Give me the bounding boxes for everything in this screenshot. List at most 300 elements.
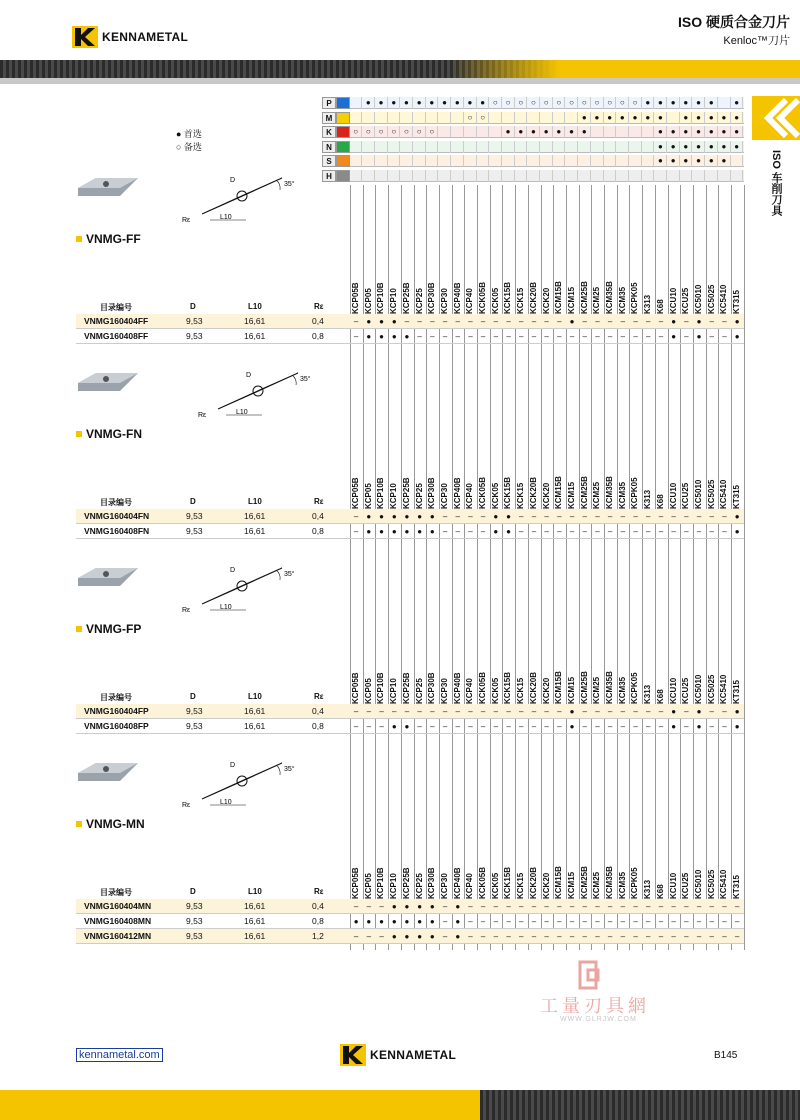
col-header-l10: L10 xyxy=(248,692,262,701)
material-cell: ○ xyxy=(350,126,362,138)
material-cell xyxy=(604,155,616,167)
material-cell xyxy=(591,126,603,138)
grade-cell: ● xyxy=(391,527,397,536)
grade-cell: ● xyxy=(404,722,410,731)
material-cell: ○ xyxy=(477,112,489,124)
material-cell: ● xyxy=(477,97,489,109)
grade-label: KCP25 xyxy=(414,678,424,704)
grade-cell: – xyxy=(442,707,448,716)
grade-cells xyxy=(350,314,744,329)
material-row-p xyxy=(322,97,744,109)
grade-label: K68 xyxy=(655,494,665,509)
material-cell xyxy=(439,112,451,124)
grade-cell: ● xyxy=(404,917,410,926)
grade-label: KCP30B xyxy=(427,477,437,509)
material-cell xyxy=(629,170,641,182)
dimension-l10: 16,61 xyxy=(244,526,266,536)
grade-label: KCM15B xyxy=(554,281,564,314)
material-cell xyxy=(388,155,400,167)
grade-cell: – xyxy=(506,932,511,941)
grade-cell: ● xyxy=(417,917,423,926)
material-cells xyxy=(350,97,744,109)
material-cell xyxy=(731,170,743,182)
grade-cell: – xyxy=(353,317,359,326)
grade-cell: ● xyxy=(493,512,499,521)
material-cell xyxy=(541,170,553,182)
material-cell xyxy=(604,170,616,182)
material-cell xyxy=(477,126,489,138)
section-title xyxy=(76,817,145,831)
grade-cell: ● xyxy=(404,902,410,911)
grade-cell: – xyxy=(633,917,638,926)
grade-label: KCM25B xyxy=(579,476,589,509)
grade-label: KCP25 xyxy=(414,288,424,314)
grade-label: KCK05 xyxy=(490,872,500,899)
grade-cell: – xyxy=(480,722,486,731)
material-cell xyxy=(515,141,527,153)
table-row xyxy=(76,509,744,524)
material-cell: ● xyxy=(680,141,692,153)
grade-cell: ● xyxy=(391,902,397,911)
material-cell xyxy=(363,141,375,153)
grade-cell: – xyxy=(595,917,600,926)
col-header-d: D xyxy=(190,692,196,701)
grade-cell: ● xyxy=(391,932,397,941)
material-cell: ● xyxy=(731,126,743,138)
material-cell: ● xyxy=(706,155,718,167)
grade-label: KCK15 xyxy=(516,872,526,899)
insert-diagram-icon xyxy=(180,560,300,614)
grade-cell: – xyxy=(353,332,359,341)
material-cell: ● xyxy=(706,141,718,153)
grade-cell: – xyxy=(684,707,689,716)
grade-label: KCM15B xyxy=(554,866,564,899)
dimension-d: 9,53 xyxy=(186,316,203,326)
material-cell: ● xyxy=(731,112,743,124)
grade-cell: – xyxy=(379,902,384,911)
grade-cell: – xyxy=(468,722,473,731)
grade-label: KC5025 xyxy=(706,674,716,704)
insert-photo-icon xyxy=(76,759,140,785)
grade-label: KCU25 xyxy=(681,872,691,899)
material-cell xyxy=(350,170,362,182)
website-link[interactable]: kennametal.com xyxy=(76,1048,163,1062)
grade-cell: – xyxy=(734,917,740,926)
grade-cell: – xyxy=(607,317,613,326)
kennametal-logo xyxy=(72,26,188,48)
grade-cell: – xyxy=(493,317,499,326)
header-stripe-accent xyxy=(0,60,800,78)
grade-cell: – xyxy=(404,707,410,716)
material-cell: ● xyxy=(375,97,387,109)
grade-cell: – xyxy=(595,332,600,341)
grade-label: KT315 xyxy=(732,289,741,314)
grade-label: KCK15 xyxy=(516,287,526,314)
material-cell xyxy=(464,170,476,182)
grade-cell: – xyxy=(506,317,511,326)
grade-cell: – xyxy=(493,332,499,341)
material-cell: ● xyxy=(693,155,705,167)
grade-label: KC5410 xyxy=(719,674,729,704)
grade-cell: – xyxy=(442,332,448,341)
grade-cell: – xyxy=(455,317,460,326)
material-cell: ● xyxy=(363,97,375,109)
title-square-icon xyxy=(76,236,82,242)
grade-cell: – xyxy=(531,317,537,326)
grade-cell: – xyxy=(544,902,549,911)
material-cell xyxy=(401,141,413,153)
material-row-m xyxy=(322,112,744,124)
grade-label: KC5025 xyxy=(706,869,716,899)
grade-label: KCK15B xyxy=(503,671,513,704)
grade-cell: ● xyxy=(379,917,384,926)
material-cell: ○ xyxy=(617,97,629,109)
grade-label: K313 xyxy=(643,879,653,899)
svg-text:L10: L10 xyxy=(220,604,232,611)
grade-cell: – xyxy=(519,527,524,536)
material-cell: ● xyxy=(731,141,743,153)
grade-label: KCU10 xyxy=(668,677,678,704)
grade-cell: – xyxy=(696,917,702,926)
material-cell xyxy=(693,170,705,182)
grade-label: KCM15 xyxy=(566,871,576,899)
material-cell xyxy=(502,112,514,124)
grade-label: KCM25B xyxy=(579,671,589,704)
grade-cell: – xyxy=(493,722,499,731)
grade-cell: – xyxy=(620,932,626,941)
grade-cell: – xyxy=(684,527,689,536)
grade-cell: – xyxy=(519,332,524,341)
grade-cell: – xyxy=(468,917,473,926)
material-cell xyxy=(375,170,387,182)
grade-cell: – xyxy=(468,932,473,941)
grade-cell: – xyxy=(582,932,587,941)
grade-label: KCM15 xyxy=(566,286,576,314)
grade-cell: – xyxy=(607,707,613,716)
brand-text: KENNAMETAL xyxy=(102,30,189,44)
brand-text-footer: KENNAMETAL xyxy=(370,1048,457,1062)
material-cell xyxy=(541,155,553,167)
grade-cell: – xyxy=(607,512,613,521)
col-header-d: D xyxy=(190,887,196,896)
material-cells xyxy=(350,155,744,167)
material-cell xyxy=(490,112,502,124)
svg-text:Rε: Rε xyxy=(182,607,191,614)
svg-text:D: D xyxy=(246,372,252,379)
material-cell: ● xyxy=(541,126,553,138)
grade-cell: – xyxy=(646,917,651,926)
material-cell xyxy=(528,112,540,124)
grade-label: KCP10 xyxy=(389,288,399,314)
grade-cell: – xyxy=(468,317,473,326)
grade-cells xyxy=(350,719,744,734)
grade-cell: – xyxy=(595,722,600,731)
dimension-l10: 16,61 xyxy=(244,706,266,716)
grade-cell: – xyxy=(684,317,689,326)
grade-cell: ● xyxy=(506,512,511,521)
grade-cell: ● xyxy=(696,332,702,341)
grade-cell: – xyxy=(455,527,460,536)
grade-cell: ● xyxy=(429,527,435,536)
table-row xyxy=(76,329,744,344)
material-cell xyxy=(350,155,362,167)
grade-label: KT315 xyxy=(732,484,741,509)
grade-cell: – xyxy=(671,527,676,536)
grade-cell: – xyxy=(582,707,587,716)
grade-label: KCP05 xyxy=(363,288,373,314)
grade-cell: ● xyxy=(366,917,372,926)
material-cell: ● xyxy=(693,141,705,153)
grade-cell: – xyxy=(455,707,460,716)
grade-cell: – xyxy=(582,512,587,521)
material-color-swatch xyxy=(336,155,350,167)
table-row xyxy=(76,914,744,929)
grade-cell: – xyxy=(595,902,600,911)
grade-cell: ● xyxy=(429,902,435,911)
catalog-number: VNMG160408FP xyxy=(84,721,149,731)
grade-label: KCP30 xyxy=(439,288,449,314)
material-cell: ● xyxy=(706,97,718,109)
grade-cell: – xyxy=(353,707,359,716)
material-color-swatch xyxy=(336,141,350,153)
title-square-icon xyxy=(76,431,82,437)
material-cell xyxy=(375,141,387,153)
material-cell xyxy=(579,141,591,153)
material-color-swatch xyxy=(336,170,350,182)
material-cell: ● xyxy=(401,97,413,109)
material-cell xyxy=(363,112,375,124)
grade-label: KCP40B xyxy=(452,282,462,314)
grade-cell: – xyxy=(633,332,638,341)
grade-label: KC5410 xyxy=(719,284,729,314)
grade-label: KCP25B xyxy=(401,477,411,509)
page-subtitle: Kenloc™刀片 xyxy=(723,35,790,47)
grade-label: KCU10 xyxy=(668,287,678,314)
grade-label: KCP40 xyxy=(465,483,475,509)
grade-cell: – xyxy=(607,527,613,536)
corner-radius: 0,8 xyxy=(312,721,324,731)
table-row xyxy=(76,314,744,329)
dimension-d: 9,53 xyxy=(186,916,203,926)
material-cell xyxy=(579,155,591,167)
grade-cell: ● xyxy=(417,932,423,941)
material-cell: ● xyxy=(655,155,667,167)
grade-cell: – xyxy=(684,932,689,941)
grade-cell: – xyxy=(353,527,359,536)
material-cell xyxy=(414,170,426,182)
grade-cell: – xyxy=(658,317,664,326)
catalog-number: VNMG160408FF xyxy=(84,331,149,341)
material-cell: ● xyxy=(680,112,692,124)
page-number: B145 xyxy=(714,1050,738,1061)
kennametal-logo-footer xyxy=(340,1044,456,1066)
grade-cell: – xyxy=(658,512,664,521)
material-label: P xyxy=(322,97,336,109)
grade-header xyxy=(350,839,744,899)
grade-cell: – xyxy=(696,902,702,911)
grade-label: KCK20 xyxy=(541,677,551,704)
material-cell xyxy=(426,170,438,182)
col-header-catalog: 目录编号 xyxy=(100,693,132,702)
svg-text:D: D xyxy=(230,762,236,769)
col-header-d: D xyxy=(190,497,196,506)
material-cell xyxy=(350,112,362,124)
material-cell xyxy=(490,126,502,138)
grade-label: KCU25 xyxy=(681,287,691,314)
material-cell: ● xyxy=(680,126,692,138)
dimension-l10: 16,61 xyxy=(244,721,266,731)
material-cell xyxy=(350,141,362,153)
grade-cell: ● xyxy=(429,512,435,521)
grade-cell: – xyxy=(557,332,562,341)
grade-label: KCP05B xyxy=(351,477,360,509)
grade-label: KCP10 xyxy=(389,483,399,509)
grade-cell: – xyxy=(506,707,511,716)
grade-label: K68 xyxy=(655,689,665,704)
grade-cells xyxy=(350,329,744,344)
material-color-swatch xyxy=(336,126,350,138)
grade-label: KCK20B xyxy=(528,281,538,314)
grade-cell: – xyxy=(442,512,448,521)
side-section-label: ISO 车削刀具 xyxy=(770,150,782,217)
grade-cell: ● xyxy=(734,332,740,341)
grade-label: KCP30B xyxy=(427,282,437,314)
grade-cell: – xyxy=(544,722,549,731)
grade-label: KCK05B xyxy=(478,476,487,509)
material-cell: ○ xyxy=(629,97,641,109)
grade-cell: ● xyxy=(379,527,384,536)
grade-cell: – xyxy=(493,932,499,941)
grade-cell: – xyxy=(569,512,575,521)
grade-cell: – xyxy=(442,917,448,926)
grade-cell: – xyxy=(709,932,714,941)
svg-text:Rε: Rε xyxy=(198,412,207,419)
material-cell xyxy=(629,141,641,153)
grade-cell: – xyxy=(519,317,524,326)
grade-label: KCP30 xyxy=(439,873,449,899)
material-label: S xyxy=(322,155,336,167)
table-row xyxy=(76,929,744,944)
grade-cells xyxy=(350,509,744,524)
grade-label: KCM15 xyxy=(566,481,576,509)
corner-radius: 0,8 xyxy=(312,916,324,926)
insert-diagram-icon xyxy=(180,170,300,224)
material-cell: ● xyxy=(439,97,451,109)
dimension-d: 9,53 xyxy=(186,331,203,341)
grade-label: KCM35B xyxy=(605,866,614,899)
grade-label: KCP05 xyxy=(363,873,373,899)
grade-cell: – xyxy=(519,707,524,716)
svg-text:D: D xyxy=(230,177,236,184)
grade-label: KCU25 xyxy=(681,482,691,509)
grade-cell: ● xyxy=(696,707,702,716)
grade-label: KCM25 xyxy=(592,676,602,704)
grade-label: KC5410 xyxy=(719,479,729,509)
material-cell: ○ xyxy=(363,126,375,138)
catalog-number: VNMG160408FN xyxy=(84,526,150,536)
material-cell xyxy=(515,112,527,124)
grade-cell: – xyxy=(557,917,562,926)
grade-cell: ● xyxy=(379,317,384,326)
material-cell xyxy=(401,155,413,167)
grade-cell: – xyxy=(646,527,651,536)
kennametal-k-icon xyxy=(72,26,98,48)
grade-cell: ● xyxy=(391,512,397,521)
grade-label: KCM35 xyxy=(617,676,627,704)
material-row-k xyxy=(322,126,744,138)
grade-label: KCP25B xyxy=(401,672,411,704)
material-cell xyxy=(541,112,553,124)
grade-label: K68 xyxy=(655,299,665,314)
material-cell xyxy=(553,112,565,124)
grade-cell: – xyxy=(684,722,689,731)
material-cell xyxy=(617,170,629,182)
material-color-swatch xyxy=(336,97,350,109)
material-cell: ○ xyxy=(553,97,565,109)
grade-label: KCP30 xyxy=(439,678,449,704)
dimension-d: 9,53 xyxy=(186,901,203,911)
grade-cell: ● xyxy=(366,317,372,326)
dimension-l10: 16,61 xyxy=(244,931,266,941)
grade-cell: – xyxy=(684,332,689,341)
material-cell xyxy=(566,141,578,153)
grade-label: KCK15B xyxy=(503,476,513,509)
grade-cell: – xyxy=(531,332,537,341)
grade-label: KCM25B xyxy=(579,866,589,899)
svg-text:D: D xyxy=(230,567,236,574)
grade-cell: – xyxy=(709,902,714,911)
material-label: H xyxy=(322,170,336,182)
grade-cell: – xyxy=(646,722,651,731)
grade-cell: – xyxy=(658,932,664,941)
grade-cell: – xyxy=(557,902,562,911)
grade-label: KCP10 xyxy=(389,873,399,899)
grade-label: KCK05B xyxy=(478,671,487,704)
material-cell xyxy=(642,141,654,153)
material-cell xyxy=(439,141,451,153)
material-cell xyxy=(642,126,654,138)
grade-label: KCM25B xyxy=(579,281,589,314)
material-cell xyxy=(515,170,527,182)
material-cell xyxy=(363,170,375,182)
grade-cell: – xyxy=(569,917,575,926)
grade-cell: – xyxy=(430,722,435,731)
legend xyxy=(176,128,202,154)
grade-cell: – xyxy=(582,902,587,911)
material-cell xyxy=(502,170,514,182)
grade-cell: – xyxy=(392,707,397,716)
grade-label: KCK15B xyxy=(503,281,513,314)
legend-alternate: ○ 备选 xyxy=(176,142,202,152)
grade-cell: – xyxy=(468,512,473,521)
corner-radius: 0,4 xyxy=(312,901,324,911)
material-label: K xyxy=(322,126,336,138)
watermark-url: WWW.GLRJW.COM xyxy=(560,1016,637,1023)
grade-header xyxy=(350,644,744,704)
col-header-catalog: 目录编号 xyxy=(100,888,132,897)
grade-cell: ● xyxy=(391,722,397,731)
grade-cell: – xyxy=(417,707,422,716)
grade-cell: ● xyxy=(404,512,410,521)
col-header-catalog: 目录编号 xyxy=(100,498,132,507)
grade-cell: – xyxy=(531,707,537,716)
page-header xyxy=(0,0,800,76)
grade-cell: – xyxy=(480,527,486,536)
material-cell: ● xyxy=(655,112,667,124)
grade-cell: – xyxy=(493,917,499,926)
grade-label: KCM15B xyxy=(554,476,564,509)
grade-cell: – xyxy=(684,917,689,926)
